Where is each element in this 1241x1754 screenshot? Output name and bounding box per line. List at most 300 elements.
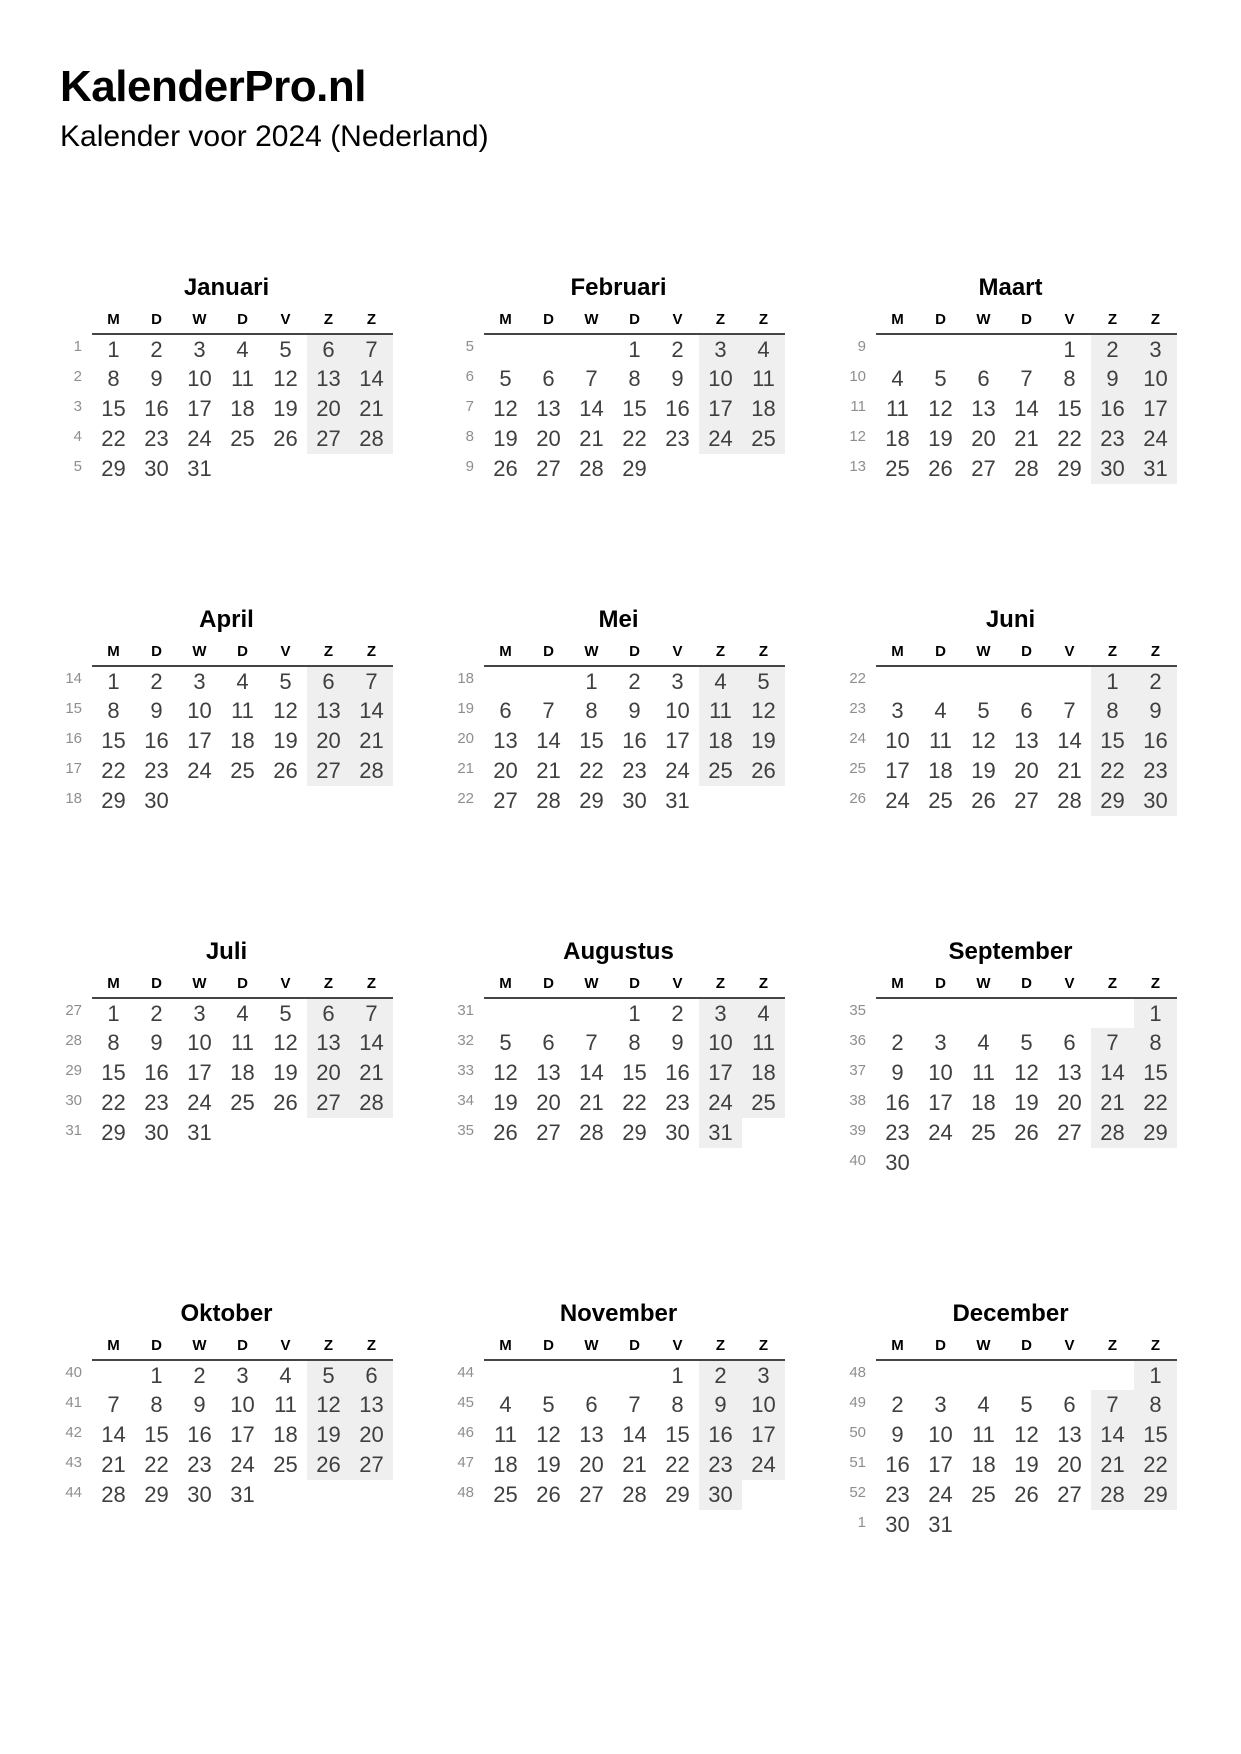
day-cell: 7 xyxy=(350,666,393,696)
month-table-head xyxy=(60,311,393,334)
day-cell: 21 xyxy=(1014,426,1039,451)
day-cell: 29 xyxy=(1134,1118,1177,1148)
weekday-header: M xyxy=(484,643,527,666)
day-cell: 17 xyxy=(187,396,212,421)
day-cell: 29 xyxy=(1134,1480,1177,1510)
month-table xyxy=(60,1337,393,1510)
weekday-header-row xyxy=(452,1337,785,1360)
week-row xyxy=(844,1058,1177,1088)
day-cell: 18 xyxy=(493,1452,518,1477)
weekday-header: V xyxy=(656,975,699,998)
day-cell: 13 xyxy=(1014,728,1039,753)
day-cell: 14 xyxy=(350,696,393,726)
weekday-header: D xyxy=(135,311,178,334)
day-cell: 21 xyxy=(536,758,561,783)
day-cell: 13 xyxy=(971,396,996,421)
weekday-header: V xyxy=(656,1337,699,1360)
month-table xyxy=(452,311,785,484)
day-cell: 4 xyxy=(236,668,249,694)
day-cell: 29 xyxy=(101,456,126,481)
day-cell: 8 xyxy=(1063,366,1076,391)
weekday-header: D xyxy=(135,1337,178,1360)
day-cell: 28 xyxy=(1091,1118,1134,1148)
month-block xyxy=(452,274,785,484)
day-cell: 6 xyxy=(307,334,350,364)
month-table-body xyxy=(844,666,1177,816)
day-cell: 27 xyxy=(493,788,518,813)
day-cell: 19 xyxy=(273,396,298,421)
weekday-header: M xyxy=(876,975,919,998)
week-number: 21 xyxy=(457,760,474,777)
week-number: 40 xyxy=(65,1364,82,1381)
day-cell: 18 xyxy=(928,758,953,783)
day-cell: 29 xyxy=(101,1120,126,1145)
week-number: 35 xyxy=(849,1002,866,1019)
day-cell: 12 xyxy=(928,396,953,421)
day-cell: 9 xyxy=(193,1392,206,1417)
month-block xyxy=(60,606,393,816)
month-table xyxy=(452,975,785,1148)
month-table-head xyxy=(844,311,1177,334)
day-cell: 17 xyxy=(1134,394,1177,424)
week-number: 47 xyxy=(457,1454,474,1471)
day-cell: 6 xyxy=(977,366,990,391)
day-cell: 12 xyxy=(273,698,298,723)
day-cell: 10 xyxy=(699,364,742,394)
week-number: 42 xyxy=(65,1424,82,1441)
empty-day-cell xyxy=(221,454,264,484)
day-cell: 8 xyxy=(1134,1390,1177,1420)
day-cell: 9 xyxy=(671,366,684,391)
empty-day-cell xyxy=(264,1118,307,1148)
day-cell: 19 xyxy=(1014,1090,1039,1115)
empty-day-cell xyxy=(307,1118,350,1148)
month-block xyxy=(60,938,393,1148)
week-number: 48 xyxy=(457,1484,474,1501)
day-cell: 11 xyxy=(972,1422,995,1447)
day-cell: 20 xyxy=(971,426,996,451)
day-cell: 1 xyxy=(1134,998,1177,1028)
day-cell: 22 xyxy=(1134,1450,1177,1480)
month-table-body xyxy=(844,998,1177,1178)
empty-day-cell xyxy=(527,334,570,364)
month-block xyxy=(60,274,393,484)
week-number-header-spacer xyxy=(452,643,484,666)
day-cell: 16 xyxy=(144,396,169,421)
day-cell: 15 xyxy=(1091,726,1134,756)
day-cell: 26 xyxy=(742,756,785,786)
week-row xyxy=(60,394,393,424)
week-number: 4 xyxy=(73,428,82,445)
empty-day-cell xyxy=(307,454,350,484)
weekday-header: D xyxy=(613,975,656,998)
week-row xyxy=(844,1480,1177,1510)
month-table xyxy=(844,975,1177,1178)
day-cell: 25 xyxy=(699,756,742,786)
week-number: 26 xyxy=(849,790,866,807)
day-cell: 9 xyxy=(891,1422,904,1447)
day-cell: 9 xyxy=(1091,364,1134,394)
month-table-body xyxy=(60,1360,393,1510)
day-cell: 14 xyxy=(579,396,604,421)
day-cell: 31 xyxy=(928,1512,953,1537)
day-cell: 20 xyxy=(350,1420,393,1450)
empty-day-cell xyxy=(919,666,962,696)
week-row xyxy=(452,1360,785,1390)
week-number: 22 xyxy=(849,670,866,687)
empty-day-cell xyxy=(350,454,393,484)
day-cell: 24 xyxy=(1134,424,1177,454)
weekday-header: Z xyxy=(1134,1337,1177,1360)
day-cell: 10 xyxy=(230,1392,255,1417)
month-title: November xyxy=(559,1300,678,1327)
weekday-header: V xyxy=(264,1337,307,1360)
empty-day-cell xyxy=(699,454,742,484)
day-cell: 30 xyxy=(665,1120,690,1145)
day-cell: 6 xyxy=(499,698,512,723)
empty-day-cell xyxy=(1005,1510,1048,1540)
week-row xyxy=(452,454,785,484)
month-title: September xyxy=(948,938,1073,965)
day-cell: 5 xyxy=(307,1360,350,1390)
day-cell: 16 xyxy=(1134,726,1177,756)
empty-day-cell xyxy=(876,334,919,364)
day-cell: 12 xyxy=(493,1060,518,1085)
day-cell: 12 xyxy=(307,1390,350,1420)
day-cell: 20 xyxy=(307,394,350,424)
weekday-header: D xyxy=(221,311,264,334)
day-cell: 22 xyxy=(101,426,126,451)
day-cell: 22 xyxy=(579,758,604,783)
day-cell: 24 xyxy=(187,1090,212,1115)
week-number: 30 xyxy=(65,1092,82,1109)
day-cell: 12 xyxy=(971,728,996,753)
week-row xyxy=(452,1088,785,1118)
day-cell: 3 xyxy=(193,1000,206,1026)
day-cell: 12 xyxy=(536,1422,561,1447)
day-cell: 15 xyxy=(144,1422,169,1447)
weekday-header: W xyxy=(962,643,1005,666)
week-row xyxy=(60,666,393,696)
day-cell: 14 xyxy=(622,1422,647,1447)
day-cell: 14 xyxy=(350,1028,393,1058)
empty-day-cell xyxy=(92,1360,135,1390)
day-cell: 1 xyxy=(1134,1360,1177,1390)
day-cell: 24 xyxy=(928,1120,953,1145)
weekday-header: M xyxy=(484,311,527,334)
week-number: 33 xyxy=(457,1062,474,1079)
empty-day-cell xyxy=(221,786,264,816)
weekday-header: D xyxy=(613,311,656,334)
day-cell: 17 xyxy=(187,1060,212,1085)
day-cell: 24 xyxy=(742,1450,785,1480)
week-number-header-spacer xyxy=(844,1337,876,1360)
day-cell: 23 xyxy=(885,1482,910,1507)
day-cell: 17 xyxy=(699,394,742,424)
weekday-header: V xyxy=(1048,311,1091,334)
day-cell: 16 xyxy=(665,396,690,421)
month-table-body xyxy=(844,334,1177,484)
day-cell: 2 xyxy=(891,1030,904,1055)
day-cell: 4 xyxy=(236,336,249,362)
day-cell: 27 xyxy=(536,456,561,481)
week-number: 45 xyxy=(457,1394,474,1411)
day-cell: 2 xyxy=(193,1362,206,1388)
week-number: 24 xyxy=(849,730,866,747)
week-number-header-spacer xyxy=(60,311,92,334)
day-cell: 26 xyxy=(273,426,298,451)
day-cell: 2 xyxy=(1134,666,1177,696)
day-cell: 19 xyxy=(307,1420,350,1450)
day-cell: 25 xyxy=(230,426,255,451)
weekday-header: Z xyxy=(699,1337,742,1360)
weekday-header: Z xyxy=(699,643,742,666)
week-row xyxy=(844,1088,1177,1118)
weekday-header: D xyxy=(527,311,570,334)
day-cell: 11 xyxy=(274,1392,297,1417)
empty-day-cell xyxy=(1134,1148,1177,1178)
empty-day-cell xyxy=(350,1118,393,1148)
week-row xyxy=(60,756,393,786)
day-cell: 23 xyxy=(665,426,690,451)
day-cell: 28 xyxy=(536,788,561,813)
day-cell: 4 xyxy=(891,366,904,391)
week-number: 41 xyxy=(65,1394,82,1411)
month-title: Maart xyxy=(978,274,1043,301)
week-number: 18 xyxy=(457,670,474,687)
day-cell: 5 xyxy=(742,666,785,696)
week-row xyxy=(452,424,785,454)
day-cell: 7 xyxy=(585,1030,598,1055)
week-number: 1 xyxy=(857,1514,866,1531)
month-table-head xyxy=(844,1337,1177,1360)
day-cell: 25 xyxy=(273,1452,298,1477)
day-cell: 11 xyxy=(699,696,742,726)
week-number: 3 xyxy=(73,398,82,415)
day-cell: 10 xyxy=(187,1030,212,1055)
weekday-header: Z xyxy=(307,975,350,998)
weekday-header: Z xyxy=(350,975,393,998)
month-table-body xyxy=(844,1360,1177,1540)
day-cell: 24 xyxy=(187,758,212,783)
month-block xyxy=(452,938,785,1148)
week-row xyxy=(452,1058,785,1088)
empty-day-cell xyxy=(1091,1148,1134,1178)
weekday-header: D xyxy=(613,643,656,666)
empty-day-cell xyxy=(962,998,1005,1028)
empty-day-cell xyxy=(919,1148,962,1178)
empty-day-cell xyxy=(876,998,919,1028)
day-cell: 3 xyxy=(236,1362,249,1388)
week-row xyxy=(844,394,1177,424)
day-cell: 23 xyxy=(187,1452,212,1477)
weekday-header-row xyxy=(60,643,393,666)
day-cell: 27 xyxy=(1057,1120,1082,1145)
day-cell: 11 xyxy=(231,698,254,723)
week-row xyxy=(60,1390,393,1420)
day-cell: 17 xyxy=(742,1420,785,1450)
week-number: 44 xyxy=(457,1364,474,1381)
day-cell: 31 xyxy=(665,788,690,813)
day-cell: 18 xyxy=(230,1060,255,1085)
day-cell: 8 xyxy=(107,366,120,391)
day-cell: 21 xyxy=(1091,1450,1134,1480)
day-cell: 15 xyxy=(1134,1420,1177,1450)
day-cell: 21 xyxy=(1091,1088,1134,1118)
week-number-header-spacer xyxy=(452,311,484,334)
week-row xyxy=(60,1088,393,1118)
week-row xyxy=(60,1480,393,1510)
day-cell: 5 xyxy=(1020,1030,1033,1055)
day-cell: 18 xyxy=(971,1452,996,1477)
month-title: Mei xyxy=(598,606,639,633)
weekday-header: D xyxy=(613,1337,656,1360)
week-number: 15 xyxy=(65,700,82,717)
weekday-header-row xyxy=(844,311,1177,334)
month-table xyxy=(844,1337,1177,1540)
day-cell: 9 xyxy=(628,698,641,723)
day-cell: 27 xyxy=(1057,1482,1082,1507)
week-number: 11 xyxy=(850,398,866,415)
week-row xyxy=(844,786,1177,816)
day-cell: 23 xyxy=(885,1120,910,1145)
week-number: 18 xyxy=(65,790,82,807)
month-table-head xyxy=(452,643,785,666)
weekday-header: V xyxy=(1048,643,1091,666)
weekday-header-row xyxy=(844,975,1177,998)
month-block xyxy=(452,1300,785,1510)
day-cell: 16 xyxy=(885,1452,910,1477)
day-cell: 30 xyxy=(885,1150,910,1175)
empty-day-cell xyxy=(1091,1360,1134,1390)
month-table-head xyxy=(844,975,1177,998)
day-cell: 17 xyxy=(699,1058,742,1088)
day-cell: 7 xyxy=(1091,1390,1134,1420)
week-row xyxy=(60,424,393,454)
week-number: 10 xyxy=(849,368,866,385)
weekday-header: D xyxy=(527,975,570,998)
day-cell: 10 xyxy=(187,366,212,391)
empty-day-cell xyxy=(1005,334,1048,364)
day-cell: 2 xyxy=(628,668,641,694)
week-number: 51 xyxy=(849,1454,866,1471)
day-cell: 6 xyxy=(350,1360,393,1390)
day-cell: 30 xyxy=(1134,786,1177,816)
day-cell: 22 xyxy=(622,426,647,451)
week-number: 2 xyxy=(73,368,82,385)
day-cell: 18 xyxy=(742,394,785,424)
week-row xyxy=(844,1148,1177,1178)
day-cell: 7 xyxy=(350,998,393,1028)
week-number: 7 xyxy=(465,398,474,415)
day-cell: 14 xyxy=(1014,396,1039,421)
day-cell: 27 xyxy=(350,1450,393,1480)
weekday-header: M xyxy=(92,1337,135,1360)
weekday-header-row xyxy=(452,643,785,666)
day-cell: 3 xyxy=(193,336,206,362)
day-cell: 19 xyxy=(493,1090,518,1115)
week-row xyxy=(60,454,393,484)
day-cell: 9 xyxy=(699,1390,742,1420)
day-cell: 3 xyxy=(699,998,742,1028)
day-cell: 1 xyxy=(107,336,120,362)
day-cell: 15 xyxy=(579,728,604,753)
day-cell: 16 xyxy=(622,728,647,753)
day-cell: 4 xyxy=(977,1030,990,1055)
day-cell: 16 xyxy=(144,1060,169,1085)
day-cell: 2 xyxy=(671,1000,684,1026)
weekday-header-row xyxy=(60,311,393,334)
day-cell: 24 xyxy=(230,1452,255,1477)
month-table xyxy=(844,311,1177,484)
weekday-header: Z xyxy=(699,311,742,334)
day-cell: 27 xyxy=(579,1482,604,1507)
day-cell: 22 xyxy=(1091,756,1134,786)
weekday-header: Z xyxy=(742,1337,785,1360)
day-cell: 7 xyxy=(350,334,393,364)
weekday-header: Z xyxy=(1134,311,1177,334)
empty-day-cell xyxy=(527,998,570,1028)
week-row xyxy=(844,998,1177,1028)
empty-day-cell xyxy=(221,1118,264,1148)
week-number: 38 xyxy=(849,1092,866,1109)
month-block xyxy=(844,1300,1177,1540)
day-cell: 30 xyxy=(622,788,647,813)
weekday-header: W xyxy=(570,975,613,998)
empty-day-cell xyxy=(484,1360,527,1390)
week-number: 5 xyxy=(73,458,82,475)
week-row xyxy=(60,998,393,1028)
day-cell: 6 xyxy=(307,666,350,696)
week-row xyxy=(844,334,1177,364)
day-cell: 24 xyxy=(699,1088,742,1118)
day-cell: 14 xyxy=(101,1422,126,1447)
day-cell: 7 xyxy=(542,698,555,723)
empty-day-cell xyxy=(484,998,527,1028)
weekday-header: D xyxy=(221,975,264,998)
day-cell: 6 xyxy=(1020,698,1033,723)
empty-day-cell xyxy=(264,454,307,484)
week-number: 40 xyxy=(849,1152,866,1169)
day-cell: 27 xyxy=(307,756,350,786)
day-cell: 19 xyxy=(273,728,298,753)
day-cell: 10 xyxy=(665,698,690,723)
day-cell: 23 xyxy=(699,1450,742,1480)
day-cell: 3 xyxy=(742,1360,785,1390)
day-cell: 13 xyxy=(536,396,561,421)
day-cell: 2 xyxy=(1091,334,1134,364)
day-cell: 3 xyxy=(891,698,904,723)
weekday-header: D xyxy=(919,1337,962,1360)
weekday-header: D xyxy=(919,311,962,334)
day-cell: 1 xyxy=(671,1362,684,1388)
weekday-header-row xyxy=(452,311,785,334)
weekday-header: Z xyxy=(307,1337,350,1360)
week-row xyxy=(452,1390,785,1420)
day-cell: 13 xyxy=(307,1028,350,1058)
day-cell: 4 xyxy=(977,1392,990,1417)
week-number: 13 xyxy=(849,458,866,475)
week-row xyxy=(60,364,393,394)
weekday-header: W xyxy=(178,975,221,998)
day-cell: 28 xyxy=(1014,456,1039,481)
day-cell: 30 xyxy=(885,1512,910,1537)
day-cell: 26 xyxy=(1014,1482,1039,1507)
weekday-header: M xyxy=(92,311,135,334)
empty-day-cell xyxy=(1134,1510,1177,1540)
day-cell: 13 xyxy=(307,696,350,726)
day-cell: 17 xyxy=(928,1090,953,1115)
